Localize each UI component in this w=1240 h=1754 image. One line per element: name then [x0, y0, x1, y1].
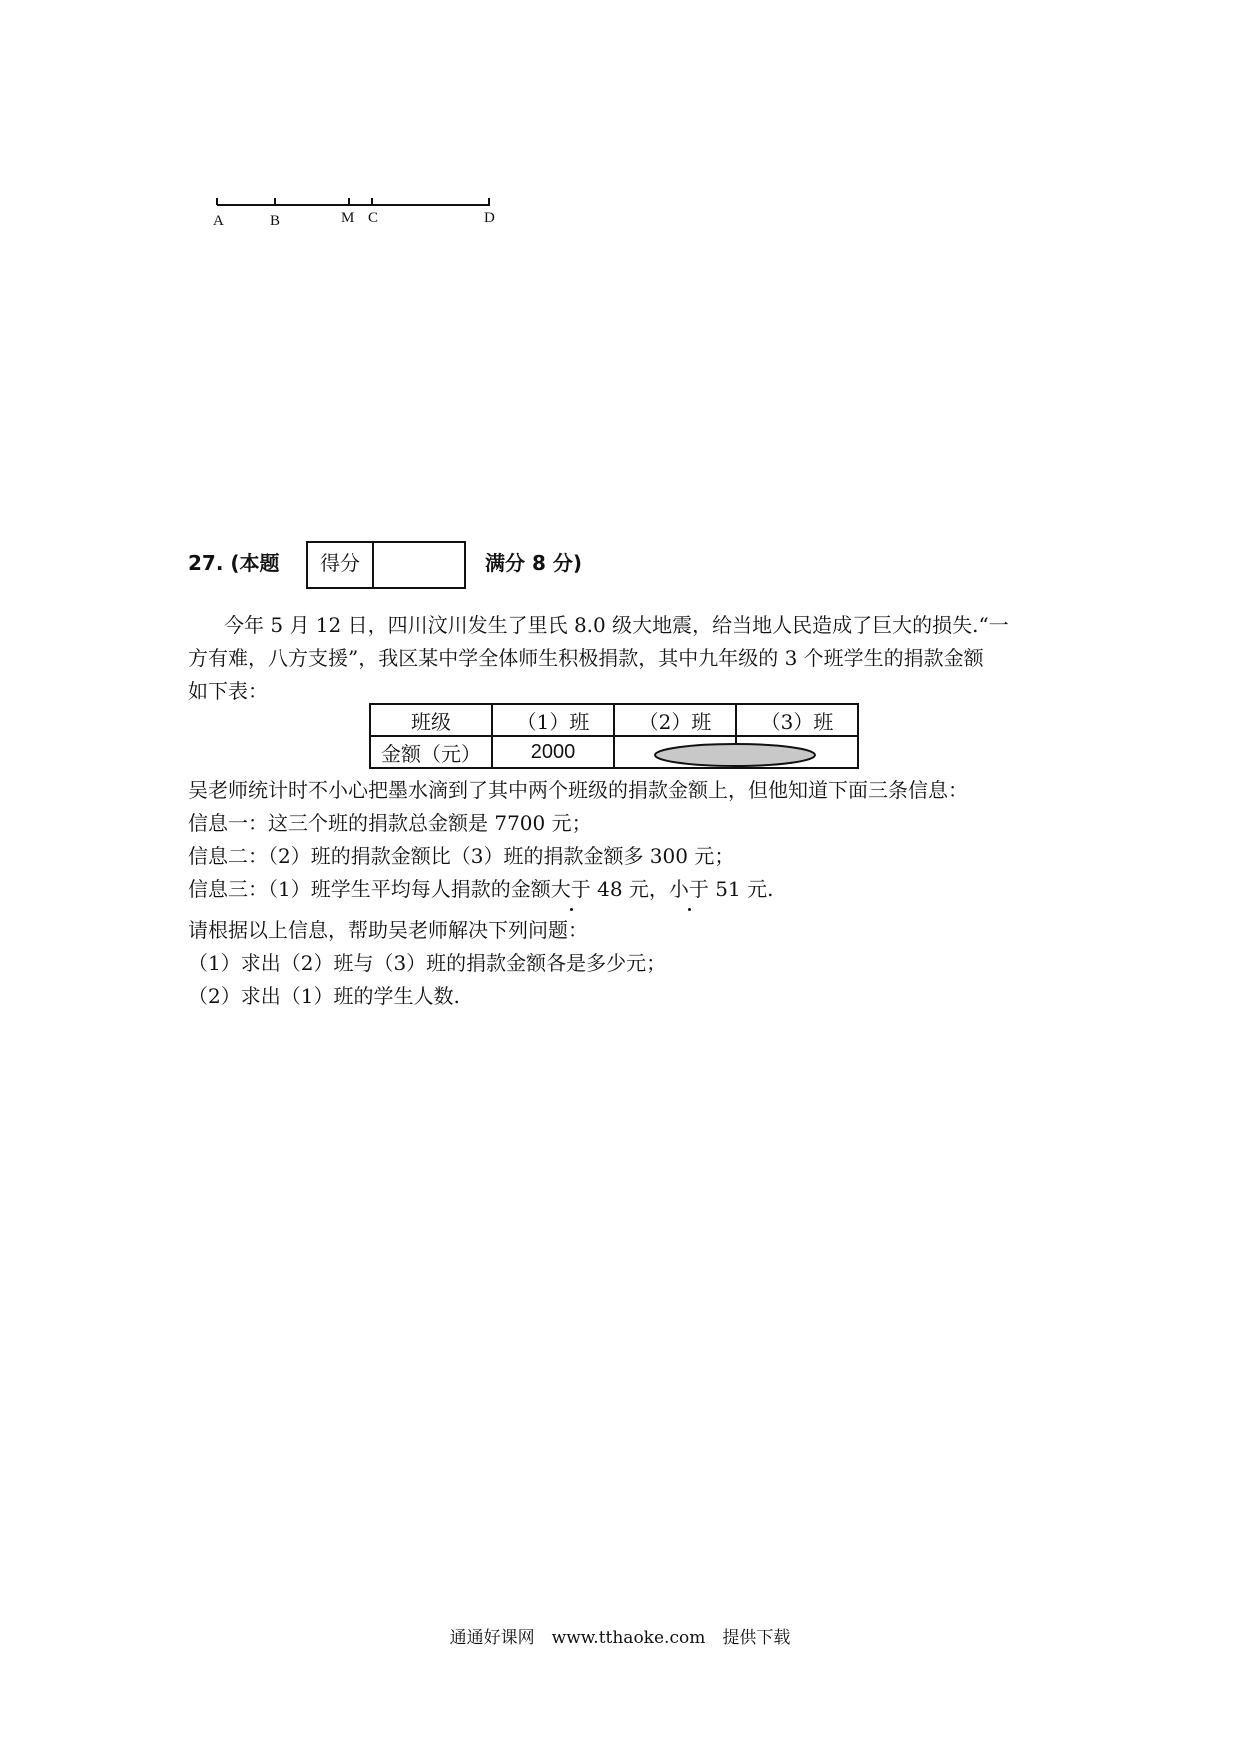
point-label-c: C — [368, 210, 379, 226]
intro-line-3: 如下表： — [188, 679, 268, 703]
table-header-class-1: （1）班 — [492, 704, 614, 736]
table-row-label: 金额（元） — [370, 736, 492, 768]
info-two: 信息二：（2）班的捐款金额比（3）班的捐款金额多 300 元； — [188, 844, 735, 868]
score-label: 得分 — [308, 543, 374, 587]
table-header-class-3: （3）班 — [736, 704, 858, 736]
ink-blot — [650, 741, 820, 769]
table-header-class: 班级 — [370, 704, 492, 736]
score-box — [306, 541, 466, 589]
point-label-b: B — [270, 213, 281, 229]
info-three-mid: 48 元， — [590, 877, 669, 901]
table-header-class-2: （2）班 — [614, 704, 736, 736]
full-marks: 满分 8 分) — [485, 551, 582, 575]
question-1: （1）求出（2）班与（3）班的捐款金额各是多少元； — [188, 951, 667, 975]
info-three-end: 51 元. — [708, 877, 774, 901]
number-line — [205, 190, 505, 230]
teacher-note: 吴老师统计时不小心把墨水滴到了其中两个班级的捐款金额上，但他知道下面三条信息： — [188, 778, 968, 802]
emphasis-greater-than: 大于 — [551, 873, 591, 905]
problem-number: 27. (本题 — [188, 551, 280, 575]
class-1-amount: 2000 — [492, 736, 614, 768]
info-one: 信息一：这三个班的捐款总金额是 7700 元； — [188, 811, 592, 835]
question-prompt: 请根据以上信息，帮助吴老师解决下列问题： — [188, 918, 588, 942]
info-three-prefix: 信息三：（1）班学生平均每人捐款的金额 — [188, 877, 551, 901]
page-footer: 通通好课网 www.tthaoke.com 提供下载 — [449, 1628, 791, 1648]
info-three — [188, 873, 773, 905]
intro-line-2: 方有难，八方支援”，我区某中学全体师生积极捐款，其中九年级的 3 个班学生的捐款金额 — [188, 646, 984, 670]
question-2: （2）求出（1）班的学生人数. — [188, 984, 460, 1008]
score-cell — [374, 543, 464, 587]
intro-line-1: 今年 5 月 12 日，四川汶川发生了里氏 8.0 级大地震，给当地人民造成了巨大的损失.“一 — [224, 613, 1009, 637]
point-label-a: A — [213, 213, 224, 229]
table-header-row — [370, 704, 858, 736]
point-label-m: M — [341, 210, 355, 226]
emphasis-less-than: 小于 — [669, 873, 709, 905]
point-label-d: D — [484, 210, 495, 226]
